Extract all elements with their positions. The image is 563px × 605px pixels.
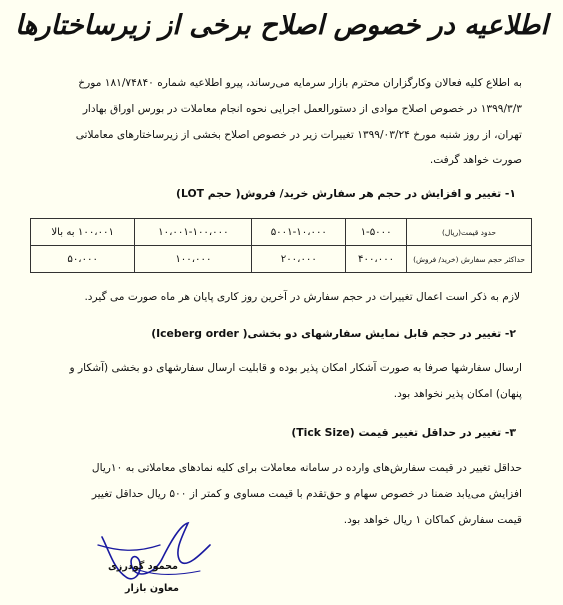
table-cell: ۵۰،۰۰۰: [31, 246, 135, 273]
table-cell: ۴۰۰،۰۰۰: [346, 246, 407, 273]
table-cell: ۱۰،۰۰۱-۱۰۰،۰۰۰: [135, 219, 252, 246]
table-cell: ۲۰۰،۰۰۰: [252, 246, 346, 273]
intro-line: به اطلاع کلیه فعالان وکارگزاران محترم بازار سرمایه می‌رساند، پیرو اطلاعیه شماره ۱۸۱/۷۴۸۴۰ مورخ: [78, 77, 522, 89]
intro-line: صورت خواهد گرفت.: [429, 154, 522, 167]
table-row: [31, 246, 532, 273]
signatory-role: معاون بازار: [125, 583, 179, 594]
table-cell: ۱۰۰،۰۰۱ به بالا: [31, 219, 135, 246]
paragraph-line: ارسال سفارشها صرفا به صورت آشکار امکان پذیر بوده و قابلیت ارسال سفارشهای دو بخشی (آشکار و: [69, 362, 522, 374]
intro-line: تهران، از روز شنبه مورخ ۱۳۹۹/۰۳/۲۴ تغییرات زیر در خصوص اصلاح بخشی از زیرساختارهای معاملاتی: [75, 128, 522, 141]
table-row: [31, 219, 532, 246]
lot-size-table: [30, 218, 532, 273]
section2-paragraph: [40, 356, 522, 408]
paragraph-line: افزایش می‌یابد ضمنا در خصوص سهام و حق‌تقدم با قیمت مساوی و کمتر از ۵۰۰ ریال حداقل تغییر: [91, 487, 522, 500]
section1-heading: ۱- تغییر و افزایش در حجم هر سفارش خرید/ فروش( حجم LOT): [176, 187, 516, 200]
paragraph-line: پنهان) امکان پذیر نخواهد بود.: [393, 387, 522, 400]
section3-heading: ۳- تغییر در حداقل تغییر قیمت (Tick Size): [291, 426, 516, 439]
section1-note: [40, 285, 520, 311]
table-cell: ۱-۵۰۰۰: [346, 219, 407, 246]
intro-line: ۱۳۹۹/۳/۳ در خصوص اصلاح موادی از دستورالعمل اجرایی نحوه انجام معاملات در بورس اوراق بهادار: [82, 102, 522, 115]
intro-paragraph: [40, 71, 522, 174]
section2-heading: ۲- تغییر در حجم قابل نمایش سفارشهای دو بخشی( Iceberg order): [151, 327, 516, 340]
paragraph-line: قیمت سفارش کماکان ۱ ریال خواهد بود.: [343, 513, 522, 526]
row-label-max-order: حداکثر حجم سفارش (خرید/ فروش): [407, 246, 532, 273]
page-title: اطلاعیه در خصوص اصلاح برخی از زیرساختارها: [15, 10, 548, 41]
row-label-price-range: حدود قیمت(ریال): [407, 219, 532, 246]
paragraph-line: حداقل تغییر در قیمت سفارش‌های وارده در سامانه معاملات برای کلیه نمادهای معاملاتی به ۱۰ریال: [91, 462, 522, 474]
table-cell: ۵۰۰۱-۱۰،۰۰۰: [252, 219, 346, 246]
table-cell: ۱۰۰،۰۰۰: [135, 246, 252, 273]
note-line: لازم به ذکر است اعمال تغییرات در حجم سفارش در آخرین روز کاری پایان هر ماه صورت می گیرد.: [84, 291, 520, 303]
signatory-name: محمود گودرزی: [108, 561, 178, 572]
